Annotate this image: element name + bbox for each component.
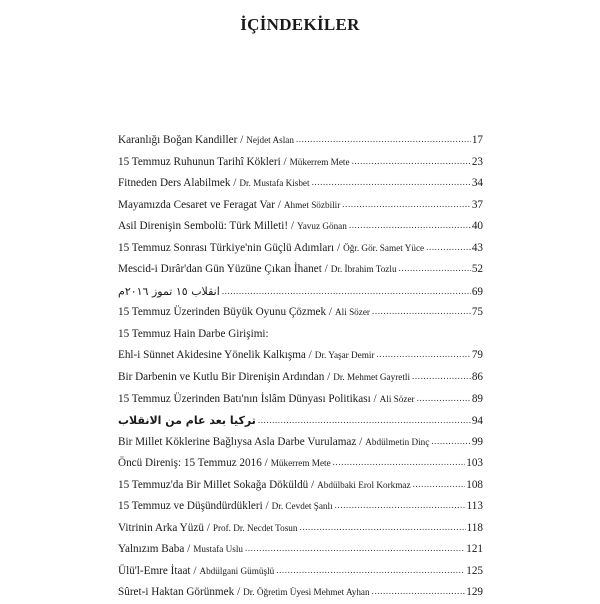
table-of-contents (118, 130, 483, 604)
toc-entry-page: 121 (466, 543, 483, 556)
toc-entry-title: 15 Temmuz Hain Darbe Girişimi: (118, 327, 269, 340)
toc-dot-leader (296, 129, 471, 151)
toc-entry-page: 89 (471, 392, 483, 405)
toc-entry-title: 15 Temmuz Üzerinden Batı'nın İslâm Dünyası Politikası / (118, 392, 377, 405)
toc-entry-title: Fitneden Ders Alabilmek / (118, 177, 237, 190)
toc-entry-author: Öğr. Gör. Samet Yüce (343, 242, 425, 253)
toc-entry-page: 113 (466, 500, 483, 513)
toc-entry (118, 389, 483, 411)
toc-entry (118, 216, 483, 238)
toc-dot-leader (276, 560, 465, 582)
toc-entry (118, 173, 483, 195)
toc-dot-leader (426, 237, 471, 259)
toc-entry-page: 79 (471, 349, 483, 362)
toc-entry (118, 345, 483, 367)
toc-entry-title: 15 Temmuz Sonrası Türkiye'nin Güçlü Adımları / (118, 241, 341, 254)
toc-entry-arabic (118, 410, 483, 432)
toc-entry (118, 561, 483, 583)
toc-entry-title: Sûret-i Haktan Görünmek / (118, 586, 241, 599)
toc-entry-title: Asil Direnişin Sembolü: Türk Milleti! / (118, 220, 294, 233)
toc-entry-page: 52 (471, 263, 483, 276)
toc-entry (118, 130, 483, 152)
toc-entry-author: Dr. Cevdet Şanlı (271, 501, 333, 512)
toc-entry-author: Dr. Öğretim Üyesi Mehmet Ayhan (243, 587, 370, 598)
toc-entry-page: 94 (471, 415, 483, 428)
toc-entry-author: Dr. Mustafa Kisbet (239, 178, 310, 189)
toc-dot-leader (335, 495, 466, 517)
toc-dot-leader (399, 258, 471, 280)
toc-entry (118, 496, 483, 518)
toc-entry-author: Nejdet Aslan (246, 135, 294, 145)
toc-entry-page: 103 (466, 457, 483, 470)
toc-entry-arabic (118, 281, 483, 303)
toc-entry-author: Prof. Dr. Necdet Tosun (212, 522, 298, 533)
toc-entry (118, 152, 483, 174)
toc-entry-page: 125 (466, 564, 483, 577)
toc-entry-author: Abdülmetin Dinç (365, 436, 430, 447)
toc-entry (118, 518, 483, 540)
toc-entry-author: Dr. İbrahim Tozlu (330, 264, 397, 275)
toc-entry-author: Mükerrem Mete (289, 156, 350, 167)
toc-entry-title: 15 Temmuz Üzerinden Büyük Oyunu Çözmek / (118, 306, 333, 319)
toc-entry-page: 37 (471, 198, 483, 211)
toc-entry-author: Ali Sözer (335, 307, 370, 318)
toc-entry-title: 15 Temmuz'da Bir Millet Sokağa Döküldü / (118, 478, 315, 491)
toc-entry (118, 582, 483, 604)
toc-entry-author: Abdülgani Gümüşlü (199, 565, 275, 576)
toc-entry-title: Yalnızım Baba / (118, 543, 191, 556)
toc-dot-leader (412, 366, 471, 388)
toc-entry-author: Yavuz Gönan (297, 221, 347, 232)
toc-dot-leader (300, 517, 466, 539)
toc-entry-title: Vitrinin Arka Yüzü / (118, 521, 210, 534)
toc-entry-page: 129 (466, 586, 483, 599)
toc-entry-heading (118, 324, 483, 346)
toc-entry-title: Öncü Direniş: 15 Temmuz 2016 / (118, 457, 268, 470)
toc-entry-title: Ülü'l-Emre İtaat / (118, 564, 197, 577)
toc-dot-leader (349, 215, 471, 237)
toc-entry-author: Ahmet Sözbilir (283, 199, 341, 210)
toc-dot-leader (431, 431, 470, 453)
toc-dot-leader (377, 344, 471, 366)
toc-entry (118, 195, 483, 217)
toc-dot-leader (417, 388, 471, 410)
toc-entry-page: 69 (471, 285, 483, 298)
toc-entry-author: Mustafa Uslu (193, 544, 243, 555)
toc-entry-title: تركيا بعد عام من الانقلاب (118, 414, 256, 428)
toc-entry (118, 302, 483, 324)
toc-entry-title: انقلاب ١٥ تموز ٢٠١٦م (118, 284, 220, 298)
toc-dot-leader (342, 194, 471, 216)
toc-dot-leader (413, 474, 466, 496)
toc-dot-leader (222, 281, 471, 303)
toc-entry-author: Ali Sözer (379, 393, 415, 404)
toc-entry-title: 15 Temmuz ve Düşündürdükleri / (118, 500, 269, 513)
toc-dot-leader (245, 538, 465, 560)
page-title: İÇİNDEKİLER (240, 15, 360, 34)
toc-entry-page: 86 (471, 371, 483, 384)
toc-entry (118, 367, 483, 389)
toc-entry-page: 34 (471, 177, 483, 190)
toc-entry-title: Karanlığı Boğan Kandiller / (118, 134, 244, 146)
toc-entry-page: 43 (471, 241, 483, 254)
toc-dot-leader (333, 452, 466, 474)
toc-entry-page: 23 (471, 155, 483, 168)
toc-dot-leader (352, 151, 471, 173)
toc-entry (118, 475, 483, 497)
toc-entry-author: Mükerrem Mete (270, 458, 331, 469)
toc-entry-page: 40 (471, 220, 483, 233)
toc-entry (118, 259, 483, 281)
toc-entry-page: 108 (466, 478, 483, 491)
toc-entry-title: 15 Temmuz Ruhunun Tarihî Kökleri / (118, 155, 287, 168)
toc-entry-author: Dr. Mehmet Gayretli (333, 372, 411, 383)
toc-entry-page: 75 (471, 306, 483, 319)
toc-dot-leader (372, 301, 471, 323)
toc-entry (118, 432, 483, 454)
toc-entry-author: Dr. Yaşar Demir (314, 350, 375, 361)
toc-entry (118, 539, 483, 561)
toc-entry-title: Bir Darbenin ve Kutlu Bir Direnişin Ardından / (118, 371, 331, 384)
toc-dot-leader (312, 172, 471, 194)
toc-entry (118, 453, 483, 475)
toc-entry-page: 17 (471, 134, 483, 146)
toc-entry-title: Mescid-i Dırâr'dan Gün Yüzüne Çıkan İhanet / (118, 263, 328, 276)
toc-entry-page: 118 (466, 521, 483, 534)
toc-entry-title: Bir Millet Köklerine Bağlıysa Asla Darbe Vurulamaz / (118, 435, 363, 448)
toc-entry (118, 238, 483, 260)
toc-entry-author: Abdülbaki Erol Korkmaz (317, 479, 411, 490)
toc-dot-leader (258, 410, 471, 432)
toc-entry-title: Ehl-i Sünnet Akidesine Yönelik Kalkışma / (118, 349, 312, 362)
toc-entry-title: Mayamızda Cesaret ve Feragat Var / (118, 198, 281, 211)
toc-entry-page: 99 (471, 435, 483, 448)
